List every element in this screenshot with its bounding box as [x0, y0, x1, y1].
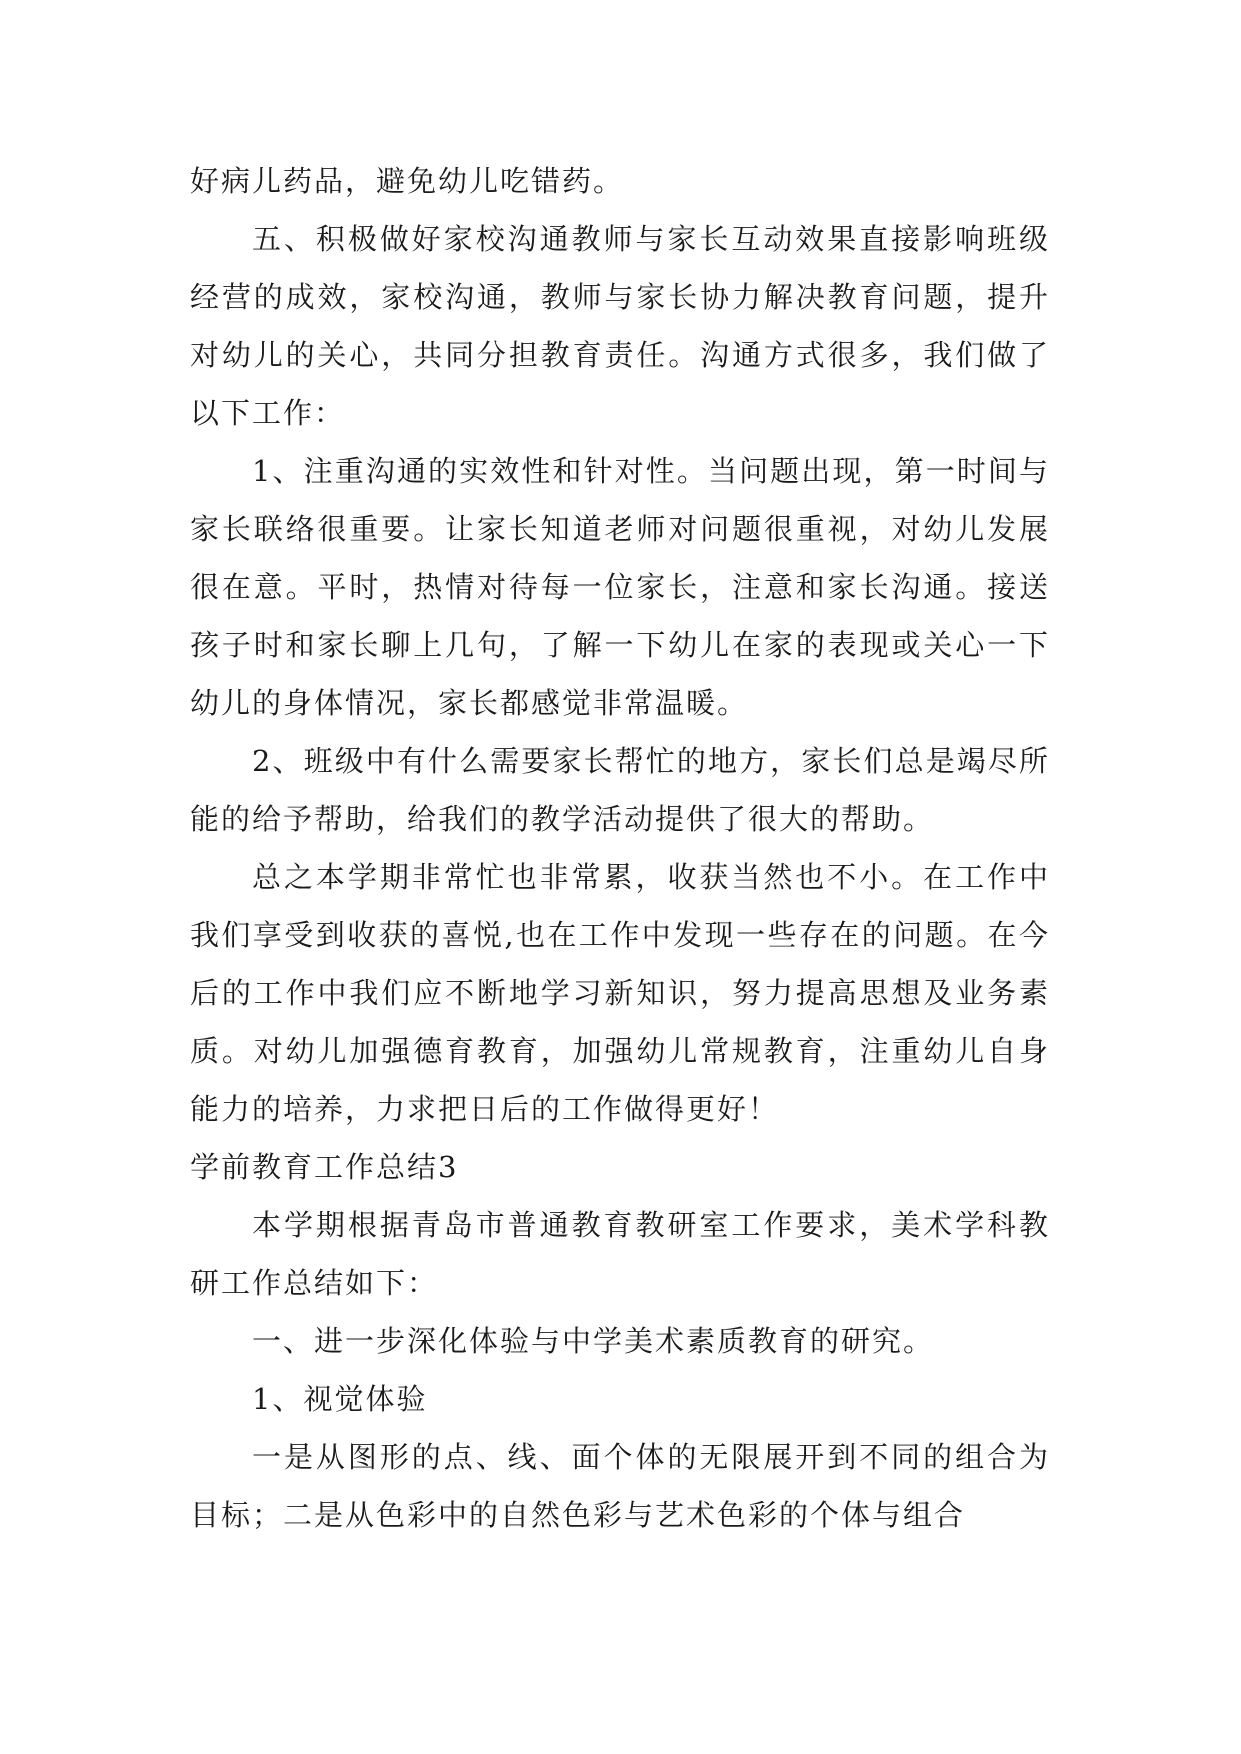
document-body	[190, 152, 1050, 1544]
paragraph-visual-detail: 一是从图形的点、线、面个体的无限展开到不同的组合为目标；二是从色彩中的自然色彩与艺术色彩的个体与组合	[190, 1440, 1050, 1532]
paragraph-item-1: 1、注重沟通的实效性和针对性。当问题出现，第一时间与家长联络很重要。让家长知道老师对问题很重视，对幼儿发展很在意。平时，热情对待每一位家长，注意和家长沟通。接送孩子时和家长聊上几句，了解一下幼儿在家的表现或关心一下幼儿的身体情况，家长都感觉非常温暖。	[190, 454, 1050, 720]
paragraph-intro: 本学期根据青岛市普通教育教研室工作要求，美术学科教研工作总结如下：	[190, 1208, 1050, 1300]
paragraph-section-five: 五、积极做好家校沟通教师与家长互动效果直接影响班级经营的成效，家校沟通，教师与家长协力解决教育问题，提升对幼儿的关心，共同分担教育责任。沟通方式很多，我们做了以下工作：	[190, 222, 1050, 430]
paragraph-continuation: 好病儿药品，避免幼儿吃错药。	[190, 164, 625, 198]
paragraph-conclusion: 总之本学期非常忙也非常累，收获当然也不小。在工作中我们享受到收获的喜悦,也在工作中发现一些存在的问题。在今后的工作中我们应不断地学习新知识，努力提高思想及业务素质。对幼儿加强德育教育，加强幼儿常规教育，注重幼儿自身能力的培养，力求把日后的工作做得更好！	[190, 860, 1050, 1126]
section-heading: 学前教育工作总结3	[190, 1150, 459, 1184]
paragraph-subheading-visual: 1、视觉体验	[252, 1382, 428, 1416]
paragraph-item-2: 2、班级中有什么需要家长帮忙的地方，家长们总是竭尽所能的给予帮助，给我们的教学活动提供了很大的帮助。	[190, 744, 1050, 836]
paragraph-point-one: 一、进一步深化体验与中学美术素质教育的研究。	[252, 1324, 935, 1358]
